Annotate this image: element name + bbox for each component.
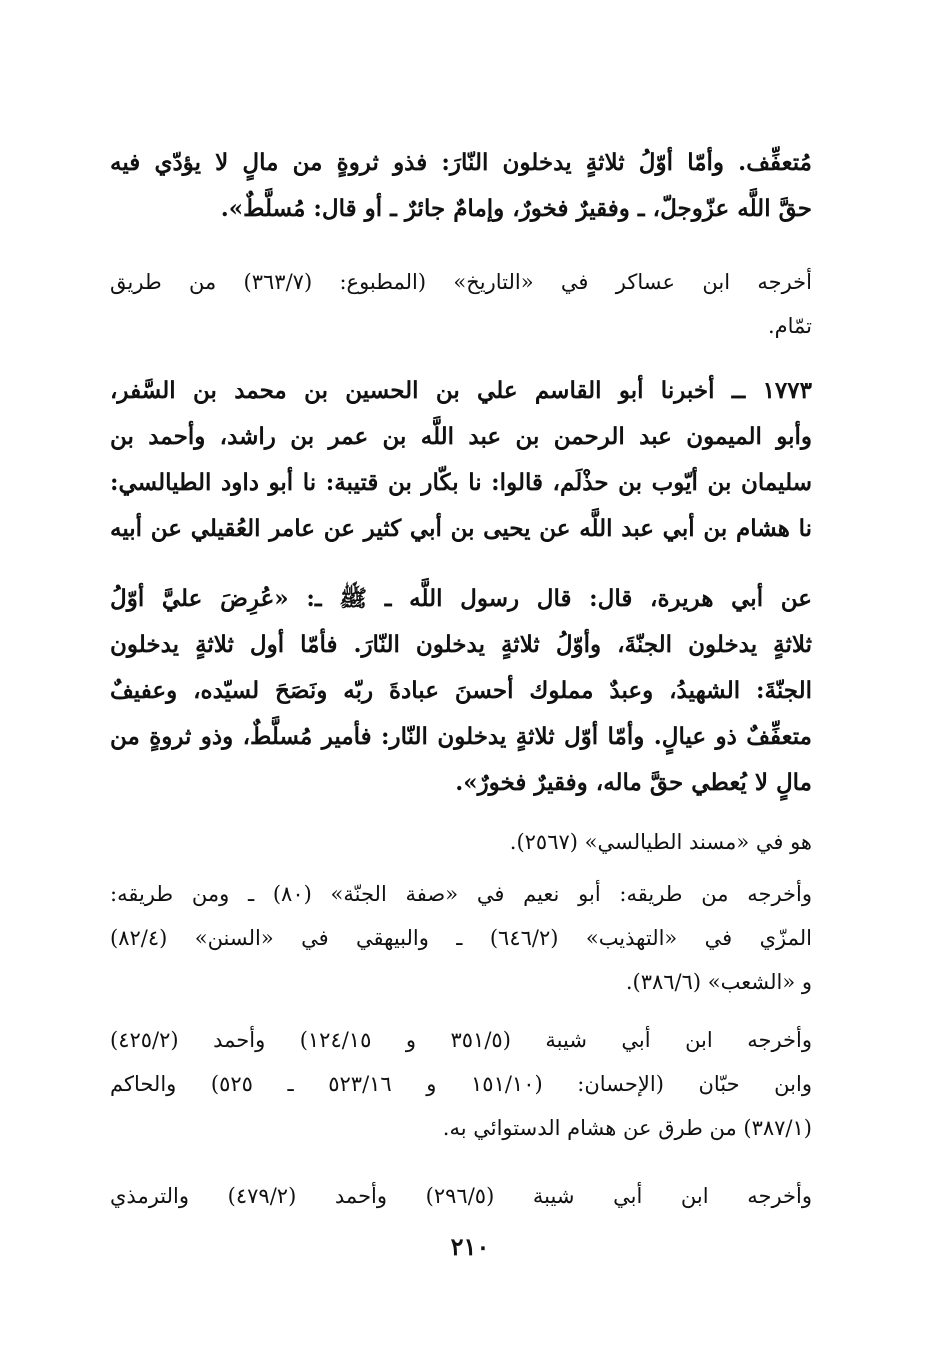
text-line: مالٍ لا يُعطي حقَّ ماله، وفقيرٌ فخورٌ». xyxy=(455,769,812,796)
text-line: ١٧٧٣ ــ أخبرنا أبو القاسم علي بن الحسين بن محمد بن السَّفر، xyxy=(110,377,812,404)
text-line: وأبو الميمون عبد الرحمن بن عبد اللَّه بن عمر بن راشد، وأحمد بن xyxy=(110,423,812,450)
text-line: عن أبي هريرة، قال: قال رسول اللَّه ـ ﷺ ـ: «عُرِضَ عليَّ أوّلُ xyxy=(110,585,812,612)
text-line: ثلاثةٍ يدخلون الجنّةَ، وأوّلُ ثلاثةٍ يدخلون النّارَ. فأمّا أول ثلاثةٍ يدخلون xyxy=(110,631,812,658)
takhrij-note xyxy=(110,872,812,1004)
text-line: و «الشعب» (٣٨٦/٦). xyxy=(625,970,812,994)
takhrij-note xyxy=(110,1018,812,1150)
text-line: مُتعفِّف. وأمّا أوّلُ ثلاثةٍ يدخلون النّارَ: فذو ثروةٍ من مالٍ لا يؤدّي فيه xyxy=(110,149,812,176)
takhrij-note xyxy=(110,1174,812,1218)
text-line: هو في «مسند الطيالسي» (٢٥٦٧). xyxy=(509,830,812,854)
text-line: وابن حبّان (الإحسان: (١٥١/١٠ و ٥٢٣/١٦ ـ ٥٢٥) والحاكم xyxy=(110,1072,812,1096)
text-line: وأخرجه ابن أبي شيبة (٢٩٦/٥) وأحمد (٤٧٩/٢) والترمذي xyxy=(110,1184,812,1208)
text-line: أخرجه ابن عساكر في «التاريخ» (المطبوع: (٣٦٣/٧) من طريق xyxy=(110,270,812,294)
text-line: (٣٨٧/١) من طرق عن هشام الدستوائي به. xyxy=(442,1116,812,1140)
text-line: وأخرجه من طريقه: أبو نعيم في «صفة الجنّة» (٨٠) ـ ومن طريقه: xyxy=(110,882,812,906)
hadith-matn xyxy=(110,576,812,806)
text-line: نا هشام بن أبي عبد اللَّه عن يحيى بن أبي كثير عن عامر العُقيلي عن أبيه xyxy=(110,515,812,542)
text-line: حقَّ اللَّه عزّوجلّ، ـ وفقيرٌ فخورٌ، وإمامٌ جائرٌ ـ أو قال: مُسلَّطٌ». xyxy=(220,195,812,222)
text-line: تمّام. xyxy=(767,314,812,338)
takhrij-note xyxy=(110,260,812,348)
text-line: متعفِّفٌ ذو عيالٍ. وأمّا أوّل ثلاثةٍ يدخلون النّار: فأمير مُسلَّطٌ، وذو ثروةٍ من xyxy=(110,723,812,750)
text-line: وأخرجه ابن أبي شيبة (٣٥١/٥ و ١٢٤/١٥) وأحمد (٤٢٥/٢) xyxy=(110,1028,812,1052)
hadith-isnad xyxy=(110,368,812,552)
hadith-text-continuation xyxy=(110,140,812,232)
source-note xyxy=(110,820,812,864)
page-number: ٢١٠ xyxy=(450,1232,490,1261)
text-line: سليمان بن أيّوب بن حذْلَم، قالوا: نا بكّار بن قتيبة: نا أبو داود الطيالسي: xyxy=(110,469,812,496)
text-line: المزّي في «التهذيب» (٦٤٦/٢) ـ والبيهقي في «السنن» (٨٢/٤) xyxy=(110,926,812,950)
book-page xyxy=(110,140,812,1218)
text-line: الجنّةَ: الشهيدُ، وعبدٌ مملوك أحسنَ عبادةَ ربّه ونَصَحَ لسيّده، وعفيفٌ xyxy=(110,677,812,704)
